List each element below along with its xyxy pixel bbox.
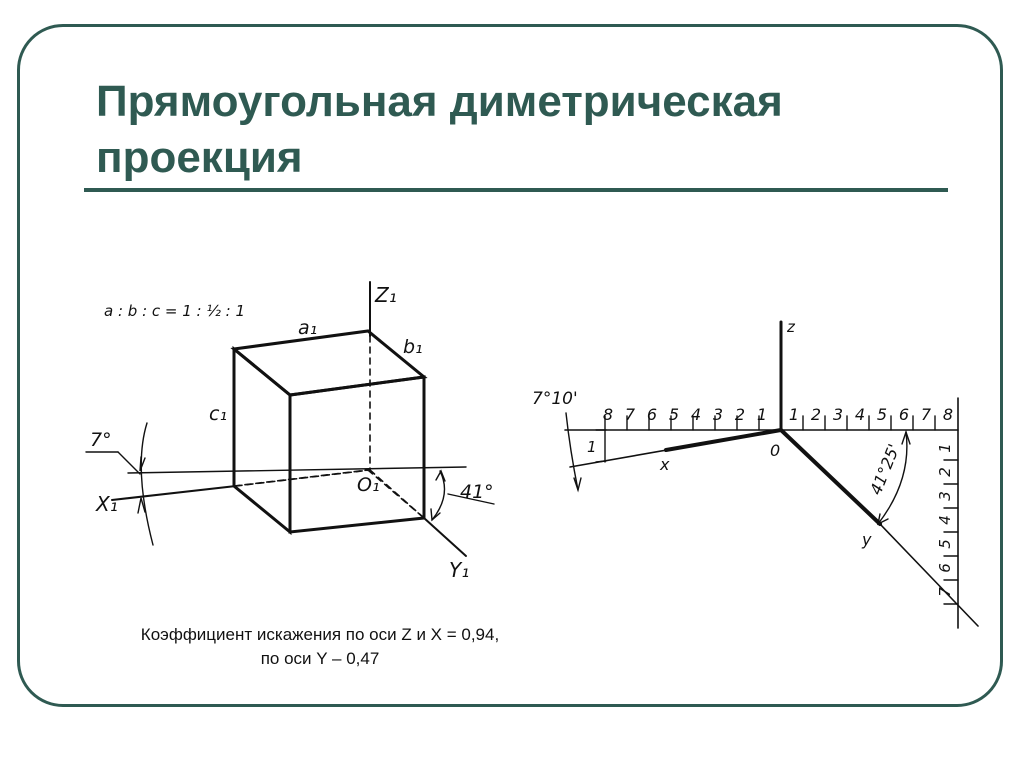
construction-angle-x-label: 7°10' [532, 389, 578, 409]
cube-top-face [234, 331, 424, 395]
cube-angle-x-leader-diag [118, 452, 140, 474]
scale-left-number: 6 [646, 405, 658, 424]
construction-angle-y-label: 41°25' [866, 441, 904, 498]
scale-right-number: 6 [898, 405, 910, 424]
cube-horizontal-reference [128, 467, 466, 473]
construction-axis-x-heavy [666, 430, 781, 450]
scale-vertical-number: 6 [936, 563, 954, 573]
construction-angle-x-arc [566, 413, 578, 490]
construction-axis-x-label: x [660, 455, 670, 474]
scale-vertical-number: 4 [936, 515, 954, 525]
cube-edge-c-label: c₁ [209, 403, 228, 425]
slide-title-line-2: проекция [96, 133, 303, 182]
cube-right-face [290, 377, 424, 532]
scale-vertical-number: 5 [936, 539, 954, 549]
cube-axis-x [112, 486, 236, 500]
cube-axis-x-label: X₁ [96, 492, 118, 516]
scale-left-number: 1 [756, 405, 768, 424]
scale-left-number: 5 [668, 405, 680, 424]
scale-left-number: 3 [712, 405, 724, 424]
cube-angle-y-arrow-top [436, 471, 445, 481]
cube-angle-x-arc [141, 423, 153, 545]
construction-origin-label: 0 [770, 441, 781, 460]
construction-axis-y [781, 430, 880, 524]
cube-axis-y [424, 518, 466, 556]
scale-left-number: 7 [624, 405, 636, 424]
construction-axis-y-light [880, 524, 978, 626]
construction-axis-y-label: y [862, 530, 872, 549]
scale-vertical-number: 2 [936, 467, 954, 477]
caption-line-2: по оси Y – 0,47 [260, 649, 380, 668]
cube-edge-a-label: a₁ [298, 317, 318, 339]
scale-vertical-number: 1 [936, 443, 954, 453]
scale-left-number: 2 [734, 405, 746, 424]
cube-axis-z-label: Z₁ [375, 283, 397, 307]
scale-left-number: 4 [690, 405, 702, 424]
construction-angle-y-arrow-bottom [878, 514, 888, 524]
cube-figure [86, 282, 494, 556]
cube-angle-x-arrow-top [140, 457, 145, 471]
scale-right-number: 5 [876, 405, 888, 424]
scale-vertical-number: 7 [936, 587, 954, 597]
scale-left-number: 8 [602, 405, 614, 424]
cube-angle-y-label: 41° [460, 481, 494, 503]
slide-title-line-1: Прямоугольная диметрическая [96, 77, 783, 126]
distortion-caption [60, 623, 580, 671]
cube-angle-y-arc [432, 471, 445, 520]
cube-front-face [234, 349, 290, 532]
construction-small-scale-label: 1 [587, 438, 597, 456]
caption-line-1: Коэффициент искажения по оси Z и X = 0,94, [140, 625, 500, 644]
scale-right-number: 8 [942, 405, 954, 424]
scale-right-number: 3 [832, 405, 844, 424]
small-scale-tick-bottom [596, 461, 606, 462]
cube-angle-x-label: 7° [90, 429, 112, 451]
cube-edge-b-label: b₁ [403, 336, 423, 358]
scale-right-number: 4 [854, 405, 866, 424]
scale-vertical-number: 3 [936, 491, 954, 501]
construction-axis-z-label: z [787, 318, 795, 336]
construction-figure [565, 322, 978, 628]
scale-right-number: 7 [920, 405, 932, 424]
cube-ratio-label: a : b : c = 1 : ½ : 1 [104, 302, 246, 320]
cube-axis-y-label: Y₁ [449, 558, 470, 582]
scale-right-number: 1 [788, 405, 800, 424]
scale-right-number: 2 [810, 405, 822, 424]
cube-hidden-edge-back [234, 470, 368, 486]
cube-origin-label: O₁ [357, 474, 380, 496]
